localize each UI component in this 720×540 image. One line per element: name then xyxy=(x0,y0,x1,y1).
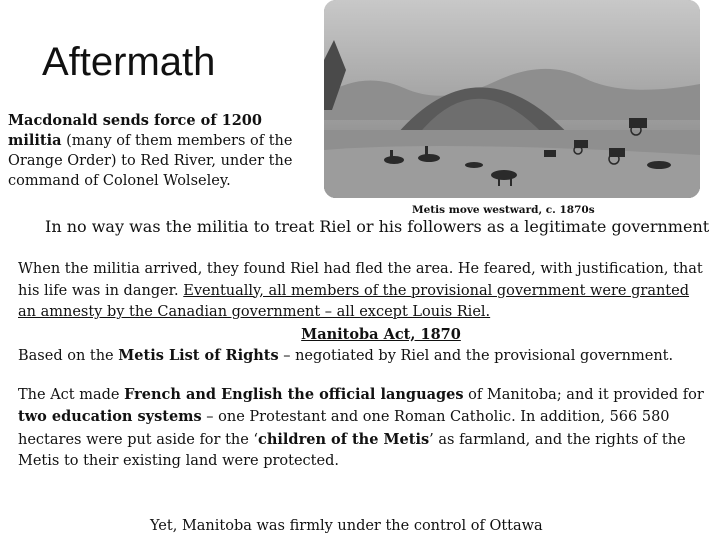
act-paragraph xyxy=(18,384,706,473)
spacer xyxy=(18,368,706,384)
photo-caption: Metis move westward, c. 1870s xyxy=(412,204,595,216)
list-of-rights: Metis List of Rights xyxy=(118,347,279,364)
act-text-3: – one Protestant and one Roman Catholic. In addition, 566 580 hectares were put aside for the ‘ xyxy=(18,409,670,448)
intro-paragraph xyxy=(8,111,314,191)
education-systems: two education systems xyxy=(18,408,202,425)
main-body xyxy=(18,259,706,473)
based-on-line xyxy=(18,345,706,368)
closing-line: Yet, Manitoba was firmly under the control of Ottawa xyxy=(150,518,543,534)
amnesty-underlined: Eventually, all members of the provisional government were granted an amnesty by the Canadian government – all except Louis Riel. xyxy=(18,282,690,320)
intro-prefix: Mac xyxy=(8,112,43,129)
based-on-prefix: Based on the xyxy=(18,348,119,364)
based-on-suffix: – negotiated by Riel and the provisional government. xyxy=(278,348,674,364)
militia-arrival-paragraph xyxy=(18,259,706,324)
historical-photo xyxy=(324,0,700,198)
act-text-4: ’ as farmland, and the rights of the Metis to their existing land were protected. xyxy=(18,431,686,469)
arrival-text: When the militia arrived, they found Riel had fled the area. He feared, with justification, that his life was in danger. xyxy=(18,261,703,299)
intro-bold: donald sends force of 1200 militia xyxy=(8,112,262,149)
militia-headline: In no way was the militia to treat Riel or his followers as a legitimate government xyxy=(45,217,710,236)
intro-rest: (many of them members of the Orange Order) to Red River, under the command of Colonel Wolseley. xyxy=(8,133,293,189)
act-text-1: The Act made xyxy=(18,386,125,403)
manitoba-act-heading: Manitoba Act, 1870 xyxy=(301,325,461,343)
official-languages: French and English the official languages xyxy=(124,385,464,403)
slide-title: Aftermath xyxy=(42,40,216,84)
act-text-2: of Manitoba; and it provided for xyxy=(463,386,704,403)
children-of-metis: children of the Metis xyxy=(258,430,430,448)
metis-caravan-photo xyxy=(324,0,700,198)
